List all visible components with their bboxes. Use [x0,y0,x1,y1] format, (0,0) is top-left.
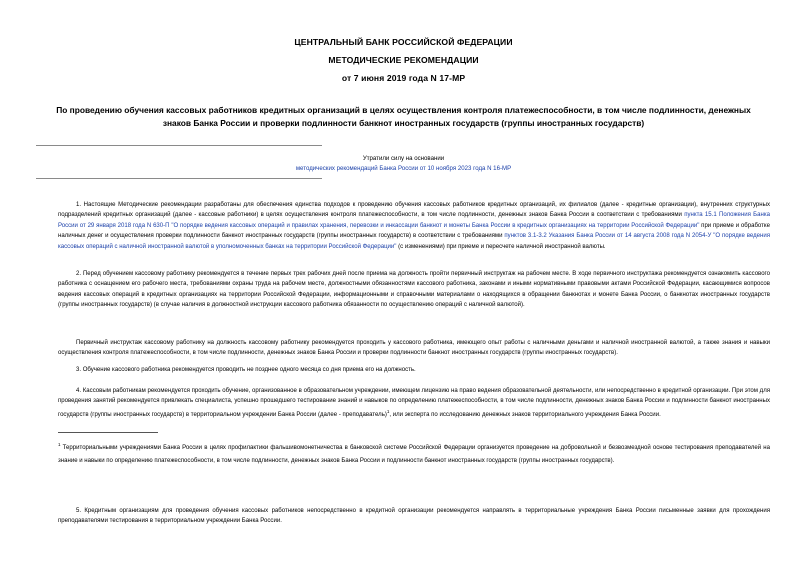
lost-force-text: Утратили силу на основании [362,155,445,162]
doc-date-number: от 7 июня 2019 года N 17-МР [341,73,466,83]
paragraph-1-text-c: (с изменениями) при приеме и пересчете наличной иностранной валюты. [396,243,606,250]
paragraph-2b: Первичный инструктаж кассовому работнику на должность кассовому работнику рекомендуется проходить у кассового работника, имеющего опыт работы с наличными деньгами и наличной иностранной валютой, а также знания и навыки осуществления контроля платежеспособности, в том числе подлинности, денежных знаков Банка России и проверки подлинности банкнот иностранных государств (группы иностранных государств). [58,340,770,357]
divider-top [36,145,322,146]
paragraph-5: 5. Кредитным организациям для проведения обучения кассовых работников непосредственно в кредитной организации рекомендуется направлять в территориальные учреждения Банка России письменные заявки для прохождения преподавателями тестирования в территориальном учреждении Банка России. [58,508,770,525]
paragraph-4-text: 4. Кассовым работникам рекомендуется проходить обучение, организованное в образовательном учреждении, имеющем лицензию на право ведения образовательной деятельности, или непосредственно в кредитной организации. При этом для проведения занятий рекомендуется привлекать специалиста, успешно прошедшего тестирование знаний и навыков по определению платежеспособности, в том числе подлинности, денежных знаков Банка России и подлинности банкнот иностранных государств (группы иностранных государств) в территориальном учреждении Банка России (далее - преподаватель) [58,388,770,418]
paragraph-1 [58,200,770,252]
paragraph-4 [58,386,770,420]
paragraph-1-link-1[interactable]: пункта 15.1 Положения Банка России от 29 января 2018 года N 630-П "О порядке ведения кассовых операций и правилах хранения, перевозки и инкассации банкнот и монеты Банка России в кредитных организациях на территории Российской Федерации" [58,212,770,229]
org-title: ЦЕНТРАЛЬНЫЙ БАНК РОССИЙСКОЙ ФЕДЕРАЦИИ [294,37,513,47]
paragraph-2: 2. Перед обучением кассовому работнику рекомендуется в течение первых трех рабочих дней после приема на должность пройти первичный инструктаж на рабочем месте. В ходе первичного инструктажа рекомендуется ознакомить кассового работника с оснащением его рабочего места, требованиями охраны труда на рабочем месте, должностными обязанностями кассового работника, законами и иными нормативными правовыми актами Российской Федерации, касающимися вопросов ведения кассовых операций в кредитных организациях на территории Российской Федерации, информационными и справочными материалами о находящихся в обращении банкнотах и монете Банка России, о банкнотах иностранных государств (группы иностранных государств) (в случае наличия в должностной инструкции кассового работника обязанности по осуществлению операций с наличной валютой). [58,271,770,309]
divider-bottom [36,178,322,179]
paragraph-1-link-2[interactable]: пунктов 3.1-3.2 Указания Банка России от 14 августа 2008 года N 2054-У "О порядке ведения кассовых операций с наличной иностранной валютой в уполномоченных банках на территории Российской Федерации" [58,233,770,250]
paragraph-1-text-b: при приеме и обработке наличных денег и осуществления проверки подлинности банкнот иностранных государств (группы иностранных государств) в соответствии с требованиями [58,222,771,240]
paragraph-3: 3. Обучение кассового работника рекомендуется проводить не позднее одного месяца со дня приема его на должность. [76,367,416,373]
paragraph-1-text-a: 1. Настоящие Методические рекомендации разработаны для обеспечения единства подходов к проведению обучения кассовых работников кредитных организаций, их филиалов (далее - кредитные организации), внутренних структурных подразделений кредитных организаций (далее - кассовые работники) в целях осуществления контроля платежеспособности, в том числе подлинности, денежных знаков Банка России в соответствии с требованиями [58,202,770,219]
doc-type: МЕТОДИЧЕСКИЕ РЕКОМЕНДАЦИИ [328,55,479,65]
footnote-ref[interactable]: 1 [386,408,390,414]
doc-subject: По проведению обучения кассовых работников кредитных организаций в целях осуществления контроля платежеспособности, в том числе подлинности, денежных знаков Банка России и проверки подлинности банкнот иностранных государств (группы иностранных государств) [56,105,751,128]
footnote-mark: 1 [58,442,61,447]
lost-force-link[interactable]: методических рекомендаций Банка России от 10 ноября 2023 года N 16-МР [295,165,512,172]
paragraph-4-end: , или эксперта по исследованию денежных знаков территориального учреждения Банка России. [389,411,661,418]
footnote-divider [58,432,158,433]
footnote-text: Территориальными учреждениями Банка России в целях профилактики фальшивомонетничества в банковской системе Российской Федерации организуется проведение на добровольной и безвозмездной основе тестирования преподавателей на знание и навыки по определению платежеспособности, в том числе подлинности, денежных знаков Банка России и подлинности банкнот иностранных государств (группы иностранных государств). [58,445,770,465]
footnote [58,438,770,468]
lost-force-line [0,164,807,174]
